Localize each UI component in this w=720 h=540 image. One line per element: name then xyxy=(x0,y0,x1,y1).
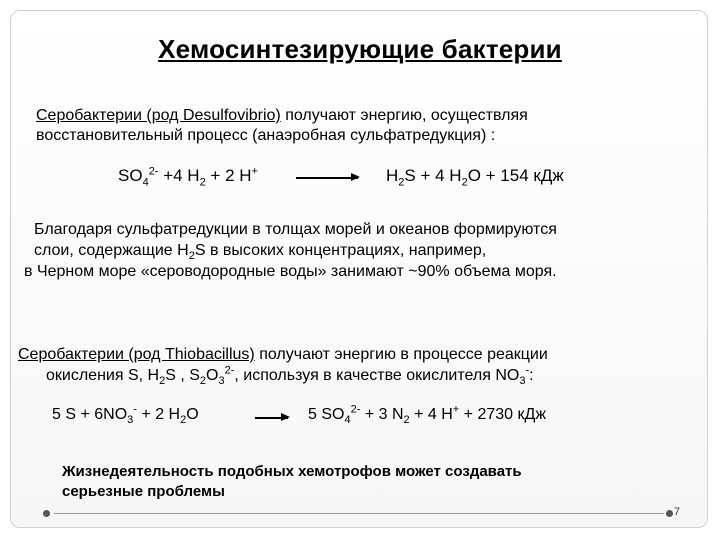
equation1-right: $H_2S + 4$ $H_2O + 154$ кДж xyxy=(386,166,564,189)
section2-line2: слои, содержащие $H_2S$ в высоких концентрациях, например, xyxy=(34,242,487,263)
bullet-dot-left-icon xyxy=(43,510,50,517)
section1-line1-rest: получают энергию, осуществляя xyxy=(280,107,528,124)
section3-lead: Серобактерии (род Thiobacillus) xyxy=(18,346,255,363)
equation2-left: 5 $S + 6NO_3^- + 2$ $H_2O$ xyxy=(52,403,199,427)
reaction-arrow-icon xyxy=(296,177,358,179)
page-number: 7 xyxy=(673,506,680,518)
equation2-right: 5 $SO_4^{2-} + 3$ $N_2 + 4$ H+ + 2730 кДж xyxy=(308,403,547,427)
equation1-left: $SO_4^{2-} +4$ $H_2 + 2$ H+ xyxy=(118,165,258,189)
bullet-dot-right-icon xyxy=(666,510,673,517)
note-text: Жизнедеятельность подобных хемотрофов может создавать серьезные проблемы xyxy=(62,463,522,500)
section3-line2: окисления S, $H_2S$ , $S_2O_3^{2-}$, используя в качестве окислителя $NO_3^-$: xyxy=(46,364,534,388)
section1-line2: восстановительный процесс (анаэробная сульфатредукция) : xyxy=(36,127,496,144)
section2-line1: Благодаря сульфатредукции в толщах морей и океанов формируются xyxy=(34,221,557,238)
section2-line3: в Черном море «сероводородные воды» занимают ~90% объема моря. xyxy=(24,263,557,280)
footer-rule xyxy=(54,513,664,514)
section3-line1-rest: получают энергию в процессе реакции xyxy=(254,346,548,363)
section1-line1 xyxy=(36,106,528,126)
slide-title: Хемосинтезирующие бактерии xyxy=(158,34,562,64)
section3-line1 xyxy=(18,345,548,365)
reaction-arrow-2-icon xyxy=(255,417,288,419)
section1-lead: Серобактерии (род Desulfovibrio) xyxy=(36,107,281,124)
